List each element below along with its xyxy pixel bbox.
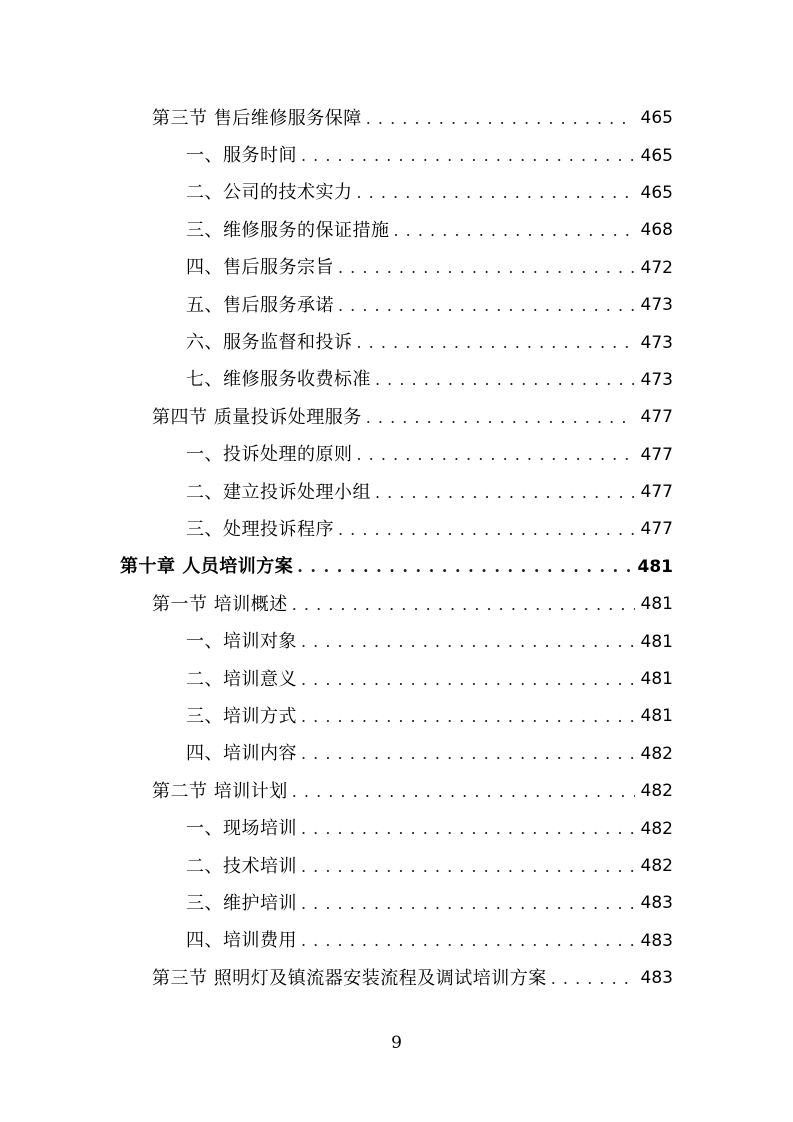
toc-dot-leader (292, 784, 635, 800)
toc-entry-page-number: 481 (640, 669, 673, 690)
toc-entry-page-number: 481 (640, 706, 673, 727)
toc-dot-leader (301, 672, 635, 688)
toc-entry-title: 第四节 质量投诉处理服务 (152, 406, 362, 428)
toc-section-entry[interactable] (0, 960, 793, 997)
toc-subsection-entry[interactable] (0, 848, 793, 885)
toc-entry-title: 一、现场培训 (186, 818, 297, 840)
toc-dot-leader (301, 821, 635, 837)
toc-dot-leader (297, 559, 631, 575)
page-number: 9 (391, 1033, 402, 1053)
toc-entry-page-number: 482 (640, 743, 673, 764)
toc-subsection-entry[interactable] (0, 250, 793, 287)
toc-dot-leader (301, 634, 635, 650)
toc-subsection-entry[interactable] (0, 736, 793, 773)
toc-dot-leader (357, 185, 635, 201)
toc-section-entry[interactable] (0, 773, 793, 810)
toc-subsection-entry[interactable] (0, 175, 793, 212)
toc-dot-leader (375, 485, 635, 501)
toc-dot-leader (301, 746, 635, 762)
toc-entry-page-number: 465 (640, 182, 673, 203)
toc-subsection-entry[interactable] (0, 137, 793, 174)
toc-entry-title: 四、售后服务宗旨 (186, 257, 334, 279)
toc-entry-page-number: 481 (640, 594, 673, 615)
toc-entry-page-number: 477 (640, 519, 673, 540)
toc-dot-leader (301, 709, 635, 725)
toc-entry-title: 第二节 培训计划 (152, 780, 288, 802)
toc-entry-page-number: 481 (640, 631, 673, 652)
toc-entry-title: 四、培训内容 (186, 743, 297, 765)
toc-chapter-entry[interactable] (0, 549, 793, 586)
toc-entry-title: 三、维护培训 (186, 892, 297, 914)
toc-section-entry[interactable] (0, 399, 793, 436)
toc-entry-title: 第三节 售后维修服务保障 (152, 107, 362, 129)
toc-entry-page-number: 465 (640, 108, 673, 129)
toc-dot-leader (301, 933, 635, 949)
toc-entry-title: 七、维修服务收费标准 (186, 369, 371, 391)
toc-dot-leader (338, 260, 635, 276)
toc-entry-title: 一、投诉处理的原则 (186, 444, 353, 466)
toc-entry-page-number: 483 (640, 930, 673, 951)
toc-dot-leader (357, 447, 635, 463)
toc-entry-title: 三、维修服务的保证措施 (186, 219, 390, 241)
toc-entry-page-number: 473 (640, 295, 673, 316)
toc-entry-page-number: 473 (640, 332, 673, 353)
toc-section-entry[interactable] (0, 100, 793, 137)
toc-dot-leader (394, 223, 635, 239)
toc-entry-page-number: 481 (637, 556, 673, 577)
toc-dot-leader (366, 410, 635, 426)
toc-dot-leader (301, 148, 635, 164)
toc-entry-title: 六、服务监督和投诉 (186, 332, 353, 354)
toc-entry-title: 二、技术培训 (186, 855, 297, 877)
toc-entry-page-number: 482 (640, 781, 673, 802)
toc-subsection-entry[interactable] (0, 287, 793, 324)
toc-subsection-entry[interactable] (0, 212, 793, 249)
toc-entry-page-number: 468 (640, 220, 673, 241)
toc-entry-page-number: 465 (640, 145, 673, 166)
toc-entry-page-number: 477 (640, 407, 673, 428)
toc-entry-title: 三、培训方式 (186, 705, 297, 727)
toc-entry-title: 第三节 照明灯及镇流器安装流程及调试培训方案 (152, 967, 547, 989)
toc-entry-title: 二、公司的技术实力 (186, 182, 353, 204)
toc-dot-leader (338, 522, 635, 538)
toc-entry-page-number: 482 (640, 856, 673, 876)
toc-entry-title: 二、培训意义 (186, 668, 297, 690)
toc-dot-leader (551, 971, 635, 987)
table-of-contents (0, 100, 793, 997)
toc-entry-title: 第十章 人员培训方案 (120, 556, 294, 578)
toc-subsection-entry[interactable] (0, 810, 793, 847)
toc-subsection-entry[interactable] (0, 474, 793, 511)
toc-entry-page-number: 483 (640, 968, 673, 989)
toc-subsection-entry[interactable] (0, 885, 793, 922)
toc-subsection-entry[interactable] (0, 437, 793, 474)
toc-dot-leader (366, 111, 635, 127)
toc-dot-leader (301, 896, 635, 912)
toc-subsection-entry[interactable] (0, 623, 793, 660)
toc-entry-page-number: 473 (640, 369, 673, 390)
toc-subsection-entry[interactable] (0, 923, 793, 960)
toc-section-entry[interactable] (0, 586, 793, 623)
toc-dot-leader (357, 335, 635, 351)
toc-dot-leader (338, 298, 635, 314)
toc-entry-title: 四、培训费用 (186, 930, 297, 952)
toc-dot-leader (301, 859, 635, 875)
toc-subsection-entry[interactable] (0, 362, 793, 399)
toc-entry-title: 一、服务时间 (186, 145, 297, 167)
toc-entry-page-number: 482 (640, 818, 673, 839)
toc-dot-leader (292, 597, 635, 613)
toc-entry-title: 五、售后服务承诺 (186, 294, 334, 316)
toc-entry-title: 三、处理投诉程序 (186, 518, 334, 540)
toc-entry-page-number: 472 (640, 257, 673, 278)
toc-entry-title: 第一节 培训概述 (152, 593, 288, 615)
toc-entry-title: 一、培训对象 (186, 631, 297, 653)
toc-subsection-entry[interactable] (0, 661, 793, 698)
toc-entry-page-number: 483 (640, 893, 673, 914)
toc-entry-page-number: 477 (640, 444, 673, 465)
toc-subsection-entry[interactable] (0, 511, 793, 548)
toc-entry-page-number: 477 (640, 482, 673, 503)
toc-subsection-entry[interactable] (0, 698, 793, 735)
toc-subsection-entry[interactable] (0, 324, 793, 361)
toc-dot-leader (375, 372, 635, 388)
toc-entry-title: 二、建立投诉处理小组 (186, 481, 371, 503)
